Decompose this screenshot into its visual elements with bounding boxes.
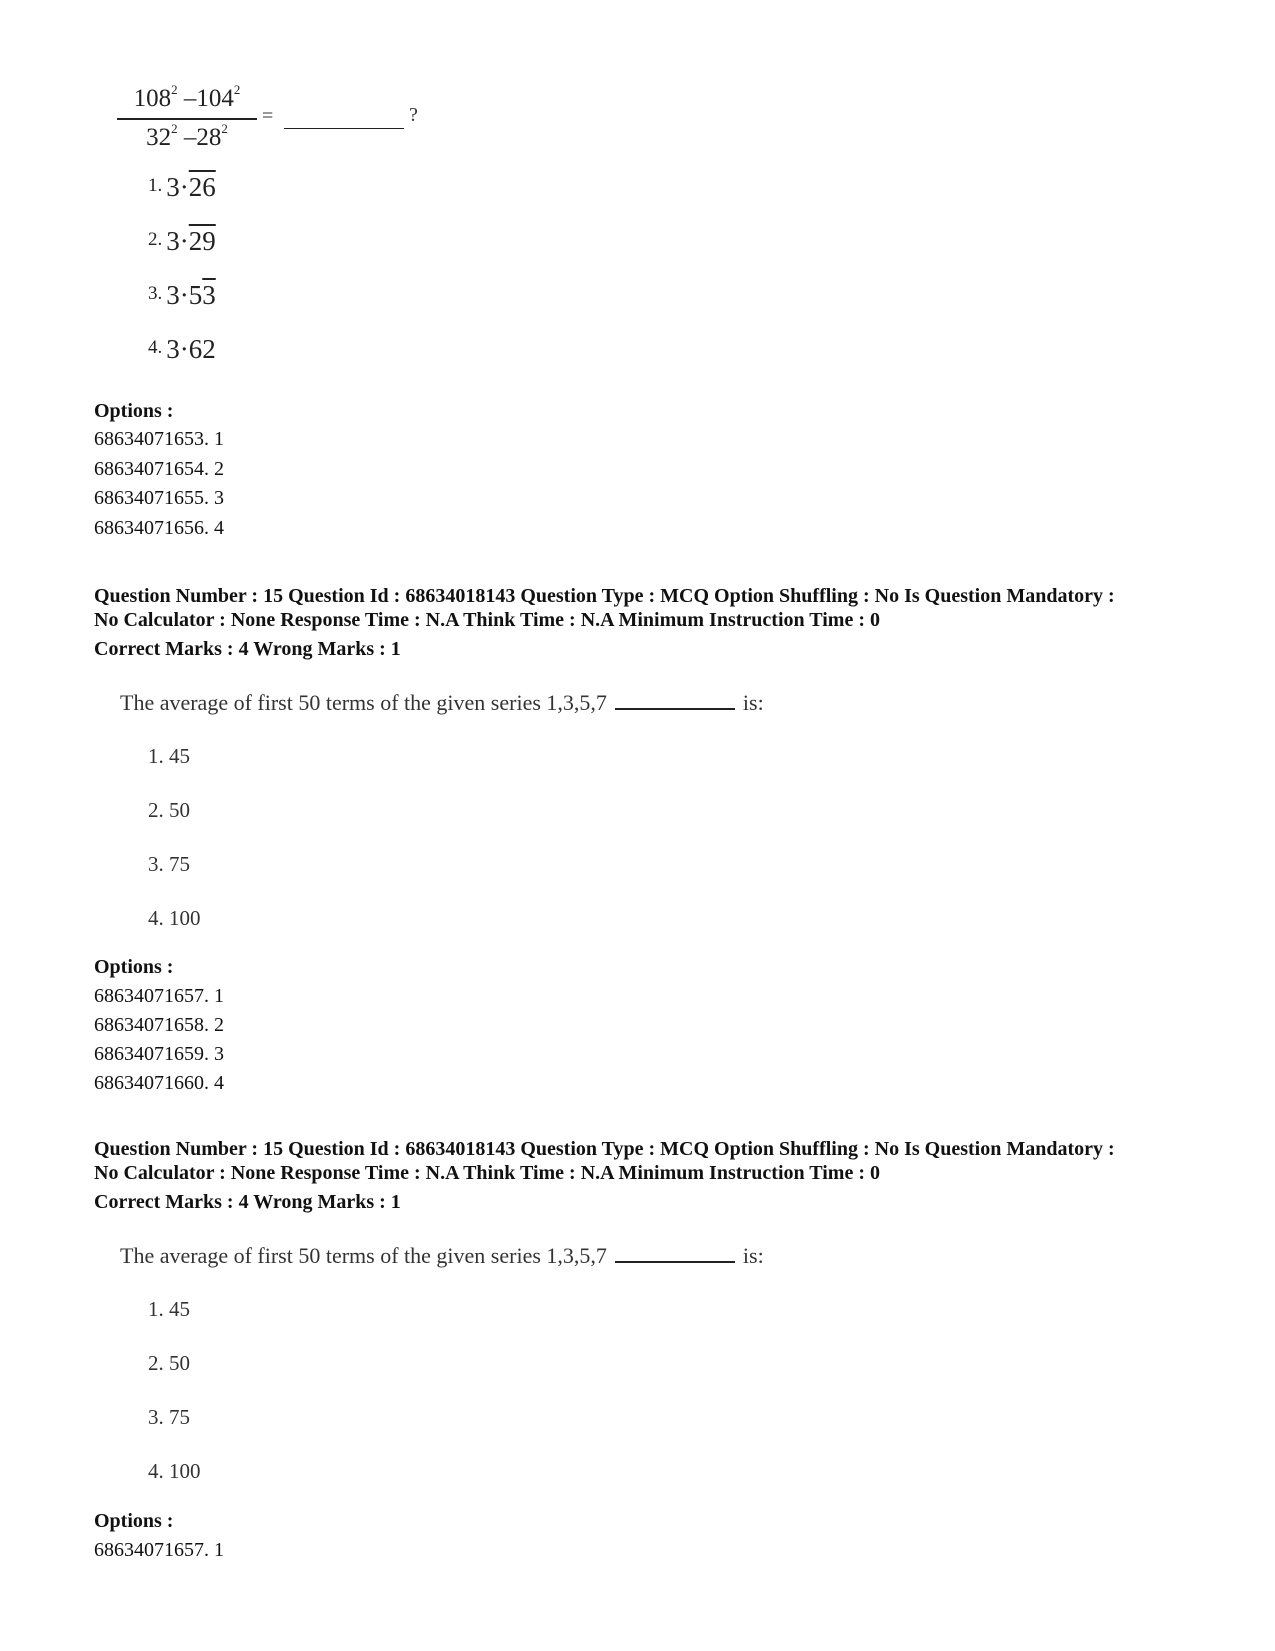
- option-id-line: 68634071658. 2: [94, 1014, 224, 1036]
- question-choice: 1. 45: [148, 1297, 190, 1321]
- answer-blank: [615, 690, 735, 710]
- question-choice: 4. 100: [148, 906, 201, 930]
- option-id-line: 68634071660. 4: [94, 1072, 224, 1094]
- fraction-choice-4: 4. 3·62: [148, 334, 216, 364]
- question-mark: ?: [409, 104, 418, 126]
- options-label: Options :: [94, 400, 174, 422]
- fraction-denominator: $32^2$ $-28^2$: [146, 121, 228, 151]
- question-meta: Question Number : 15 Question Id : 68634018143 Question Type : MCQ Option Shuffling : No Is Question Mandatory : No Calculator : None Response Time : N.A Think Time : N.A Minimum Instruction Time : 0: [94, 1138, 1115, 1184]
- question-choice: 2. 50: [148, 1351, 190, 1375]
- fraction-choice-1: 1. 3·26: [148, 172, 216, 202]
- question-choice: 3. 75: [148, 1405, 190, 1429]
- question-text: The average of first 50 terms of the given series 1,3,5,7 is:: [120, 1243, 764, 1268]
- question-choice: 4. 100: [148, 1459, 201, 1483]
- fraction-numerator: $108^2$ $-104^2$: [133, 82, 241, 112]
- question-choice: 2. 50: [148, 798, 190, 822]
- option-id-line: 68634071659. 3: [94, 1043, 224, 1065]
- equals-sign: =: [262, 105, 274, 127]
- question-marks: Correct Marks : 4 Wrong Marks : 1: [94, 1191, 401, 1213]
- option-id-line: 68634071655. 3: [94, 487, 224, 509]
- answer-blank: [284, 128, 404, 129]
- option-id-line: 68634071654. 2: [94, 458, 224, 480]
- question-choice: 3. 75: [148, 852, 190, 876]
- fraction-choice-3: 3. 3·53: [148, 280, 216, 310]
- fraction-bar: [117, 118, 257, 120]
- question-marks: Correct Marks : 4 Wrong Marks : 1: [94, 638, 401, 660]
- options-label: Options :: [94, 956, 174, 978]
- option-id-line: 68634071657. 1: [94, 985, 224, 1007]
- option-id-line: 68634071653. 1: [94, 428, 224, 450]
- answer-blank: [615, 1243, 735, 1263]
- question-text: The average of first 50 terms of the given series 1,3,5,7 is:: [120, 690, 764, 715]
- question-choice: 1. 45: [148, 744, 190, 768]
- option-id-line: 68634071656. 4: [94, 517, 224, 539]
- fraction-expression: [117, 82, 257, 152]
- fraction-choice-2: 2. 3·29: [148, 226, 216, 256]
- question-meta: Question Number : 15 Question Id : 68634018143 Question Type : MCQ Option Shuffling : No Is Question Mandatory : No Calculator : None Response Time : N.A Think Time : N.A Minimum Instruction Time : 0: [94, 585, 1115, 631]
- option-id-line: 68634071657. 1: [94, 1539, 224, 1561]
- options-label: Options :: [94, 1510, 174, 1532]
